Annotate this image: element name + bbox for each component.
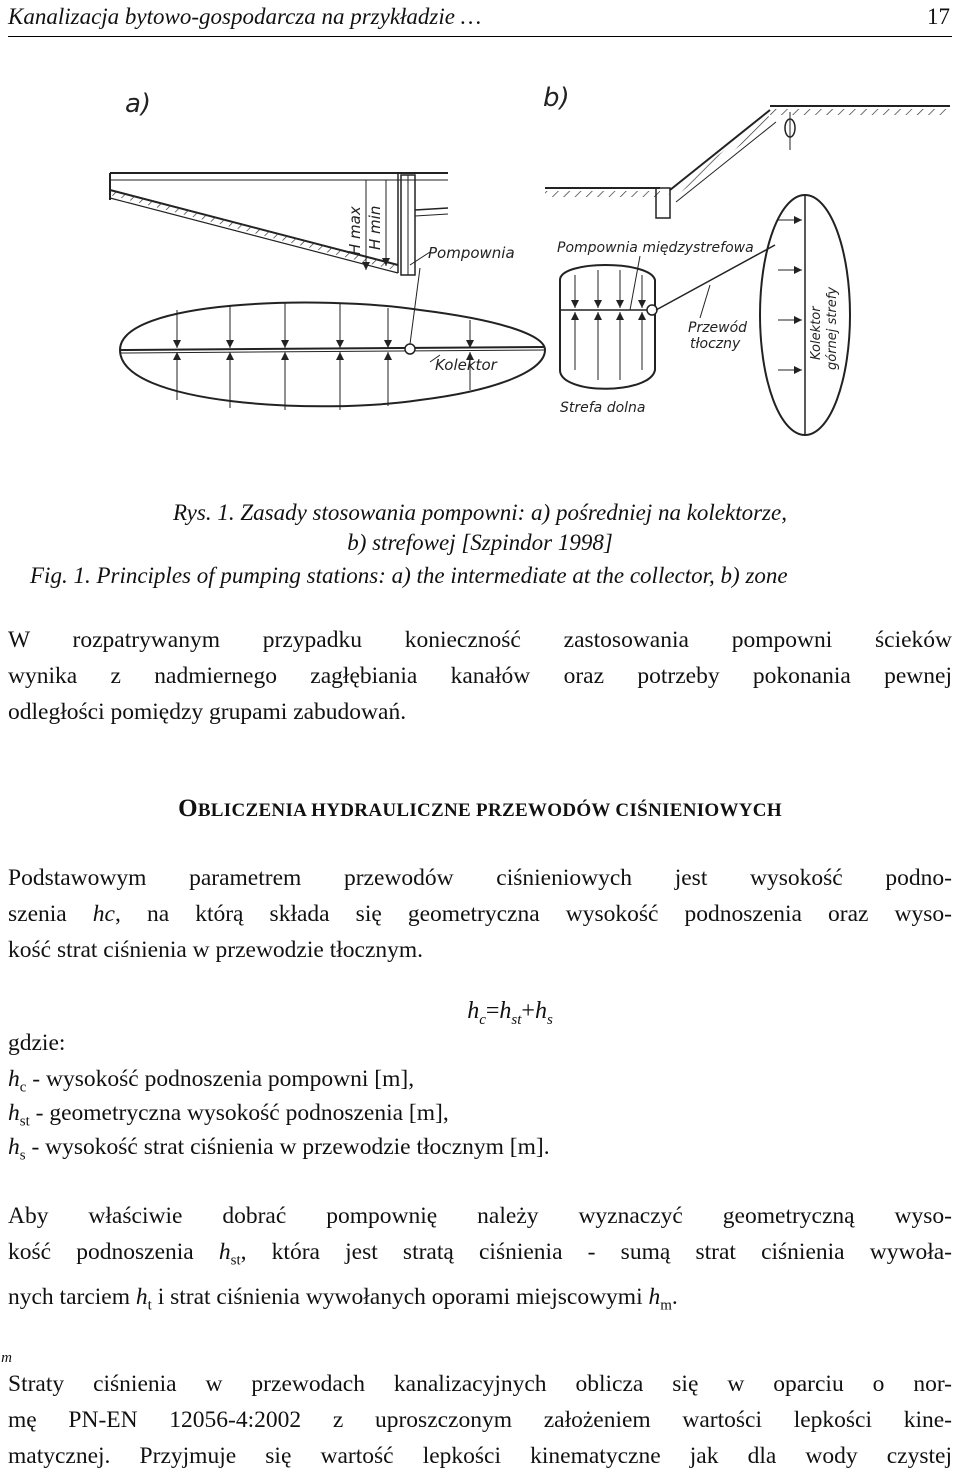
panel-b-label: b) <box>543 83 570 113</box>
paragraph-2-line: szenia hc, na którą składa się geometryczna wysokość podnoszenia oraz wyso- <box>8 901 952 927</box>
paragraph-2-line: Podstawowym parametrem przewodów ciśnieniowych jest wysokość podno- <box>8 865 952 891</box>
page-number: 17 <box>927 4 950 29</box>
paragraph-3-line: nych tarciem $h_t$ i strat ciśnienia wywołanych oporami miejscowymi $h_m$. <box>8 1283 678 1314</box>
label-hmax: H max <box>346 206 364 255</box>
label-kolektor-gornej-2: górnej strefy <box>825 286 840 370</box>
profile-b <box>545 106 950 218</box>
section-heading <box>0 795 960 823</box>
formula-hs: m <box>1 1349 12 1366</box>
label-hmin: H min <box>366 205 384 250</box>
paragraph-2-line: kość strat ciśnienia w przewodzie tłocznym. <box>8 937 424 963</box>
profile-a <box>110 173 515 275</box>
paragraph-3-line: Aby właściwie dobrać pompownię należy wyznaczyć geometryczną wyso- <box>8 1203 952 1229</box>
panel-a-label: a) <box>125 89 152 119</box>
plan-a <box>120 268 545 410</box>
label-przewod-tloczny-1: Przewód <box>688 320 748 336</box>
running-title: Kanalizacja bytowo-gospodarcza na przykładzie … <box>8 4 482 29</box>
paragraph-1-line: wynika z nadmiernego zagłębiania kanałów oraz potrzeby pokonania pewnej <box>8 663 952 689</box>
heading-initial: O <box>178 795 198 822</box>
paragraph-1 <box>8 622 952 730</box>
formula-hc: $h_c=h_{st}+h_s$ <box>467 998 553 1028</box>
definition-item: $h_c$ - wysokość podnoszenia pompowni [m], <box>8 1066 415 1096</box>
paragraph-4 <box>8 1366 952 1474</box>
paragraph-3-line: kość podnoszenia $h_{st}$, która jest stratą ciśnienia - sumą strat ciśnienia wywoła- <box>8 1239 952 1269</box>
plan-b <box>557 195 850 435</box>
caption-pl-line2: b) strefowej [Szpindor 1998] <box>347 530 613 555</box>
label-przewod-tloczny-2: tłoczny <box>690 336 741 352</box>
definitions-intro: gdzie: <box>8 1030 66 1056</box>
figure-pumping-stations <box>0 70 960 490</box>
definition-item: $h_{st}$ - geometryczna wysokość podnoszenia [m], <box>8 1100 449 1130</box>
paragraph-4-line: Straty ciśnienia w przewodach kanalizacyjnych oblicza się w oparciu o nor- <box>8 1371 952 1397</box>
caption-en: Fig. 1. Principles of pumping stations: a) the intermediate at the collector, b) zone <box>30 563 788 588</box>
caption-pl-line1: Rys. 1. Zasady stosowania pompowni: a) pośredniej na kolektorze, <box>173 500 787 525</box>
paragraph-4-line: matycznej. Przyjmuje się wartość lepkości kinematyczne jak dla wody czystej <box>8 1443 952 1469</box>
paragraph-2 <box>8 860 952 968</box>
paragraph-1-line: odległości pomiędzy grupami zabudowań. <box>8 699 407 725</box>
paragraph-4-line: mę PN-EN 12056-4:2002 z uproszczonym założeniem wartości lepkości kine- <box>8 1407 952 1433</box>
definition-item: $h_s$ - wysokość strat ciśnienia w przewodzie tłocznym [m]. <box>8 1134 550 1164</box>
label-kolektor: Kolektor <box>435 356 497 374</box>
label-kolektor-gornej-1: Kolektor <box>809 306 824 360</box>
paragraph-3 <box>8 1198 952 1323</box>
heading-rest: BLICZENIA HYDRAULICZNE PRZEWODÓW CIŚNIENIOWYCH <box>197 800 782 821</box>
paragraph-1-line: W rozpatrywanym przypadku konieczność zastosowania pompowni ścieków <box>8 627 952 653</box>
label-pompownia-miedzystrefowa: Pompownia międzystrefowa <box>557 240 754 256</box>
var-hc: hc <box>92 901 115 927</box>
running-header <box>8 2 952 37</box>
label-pompownia: Pompownia <box>428 244 515 262</box>
label-strefa-dolna: Strefa dolna <box>560 400 646 416</box>
